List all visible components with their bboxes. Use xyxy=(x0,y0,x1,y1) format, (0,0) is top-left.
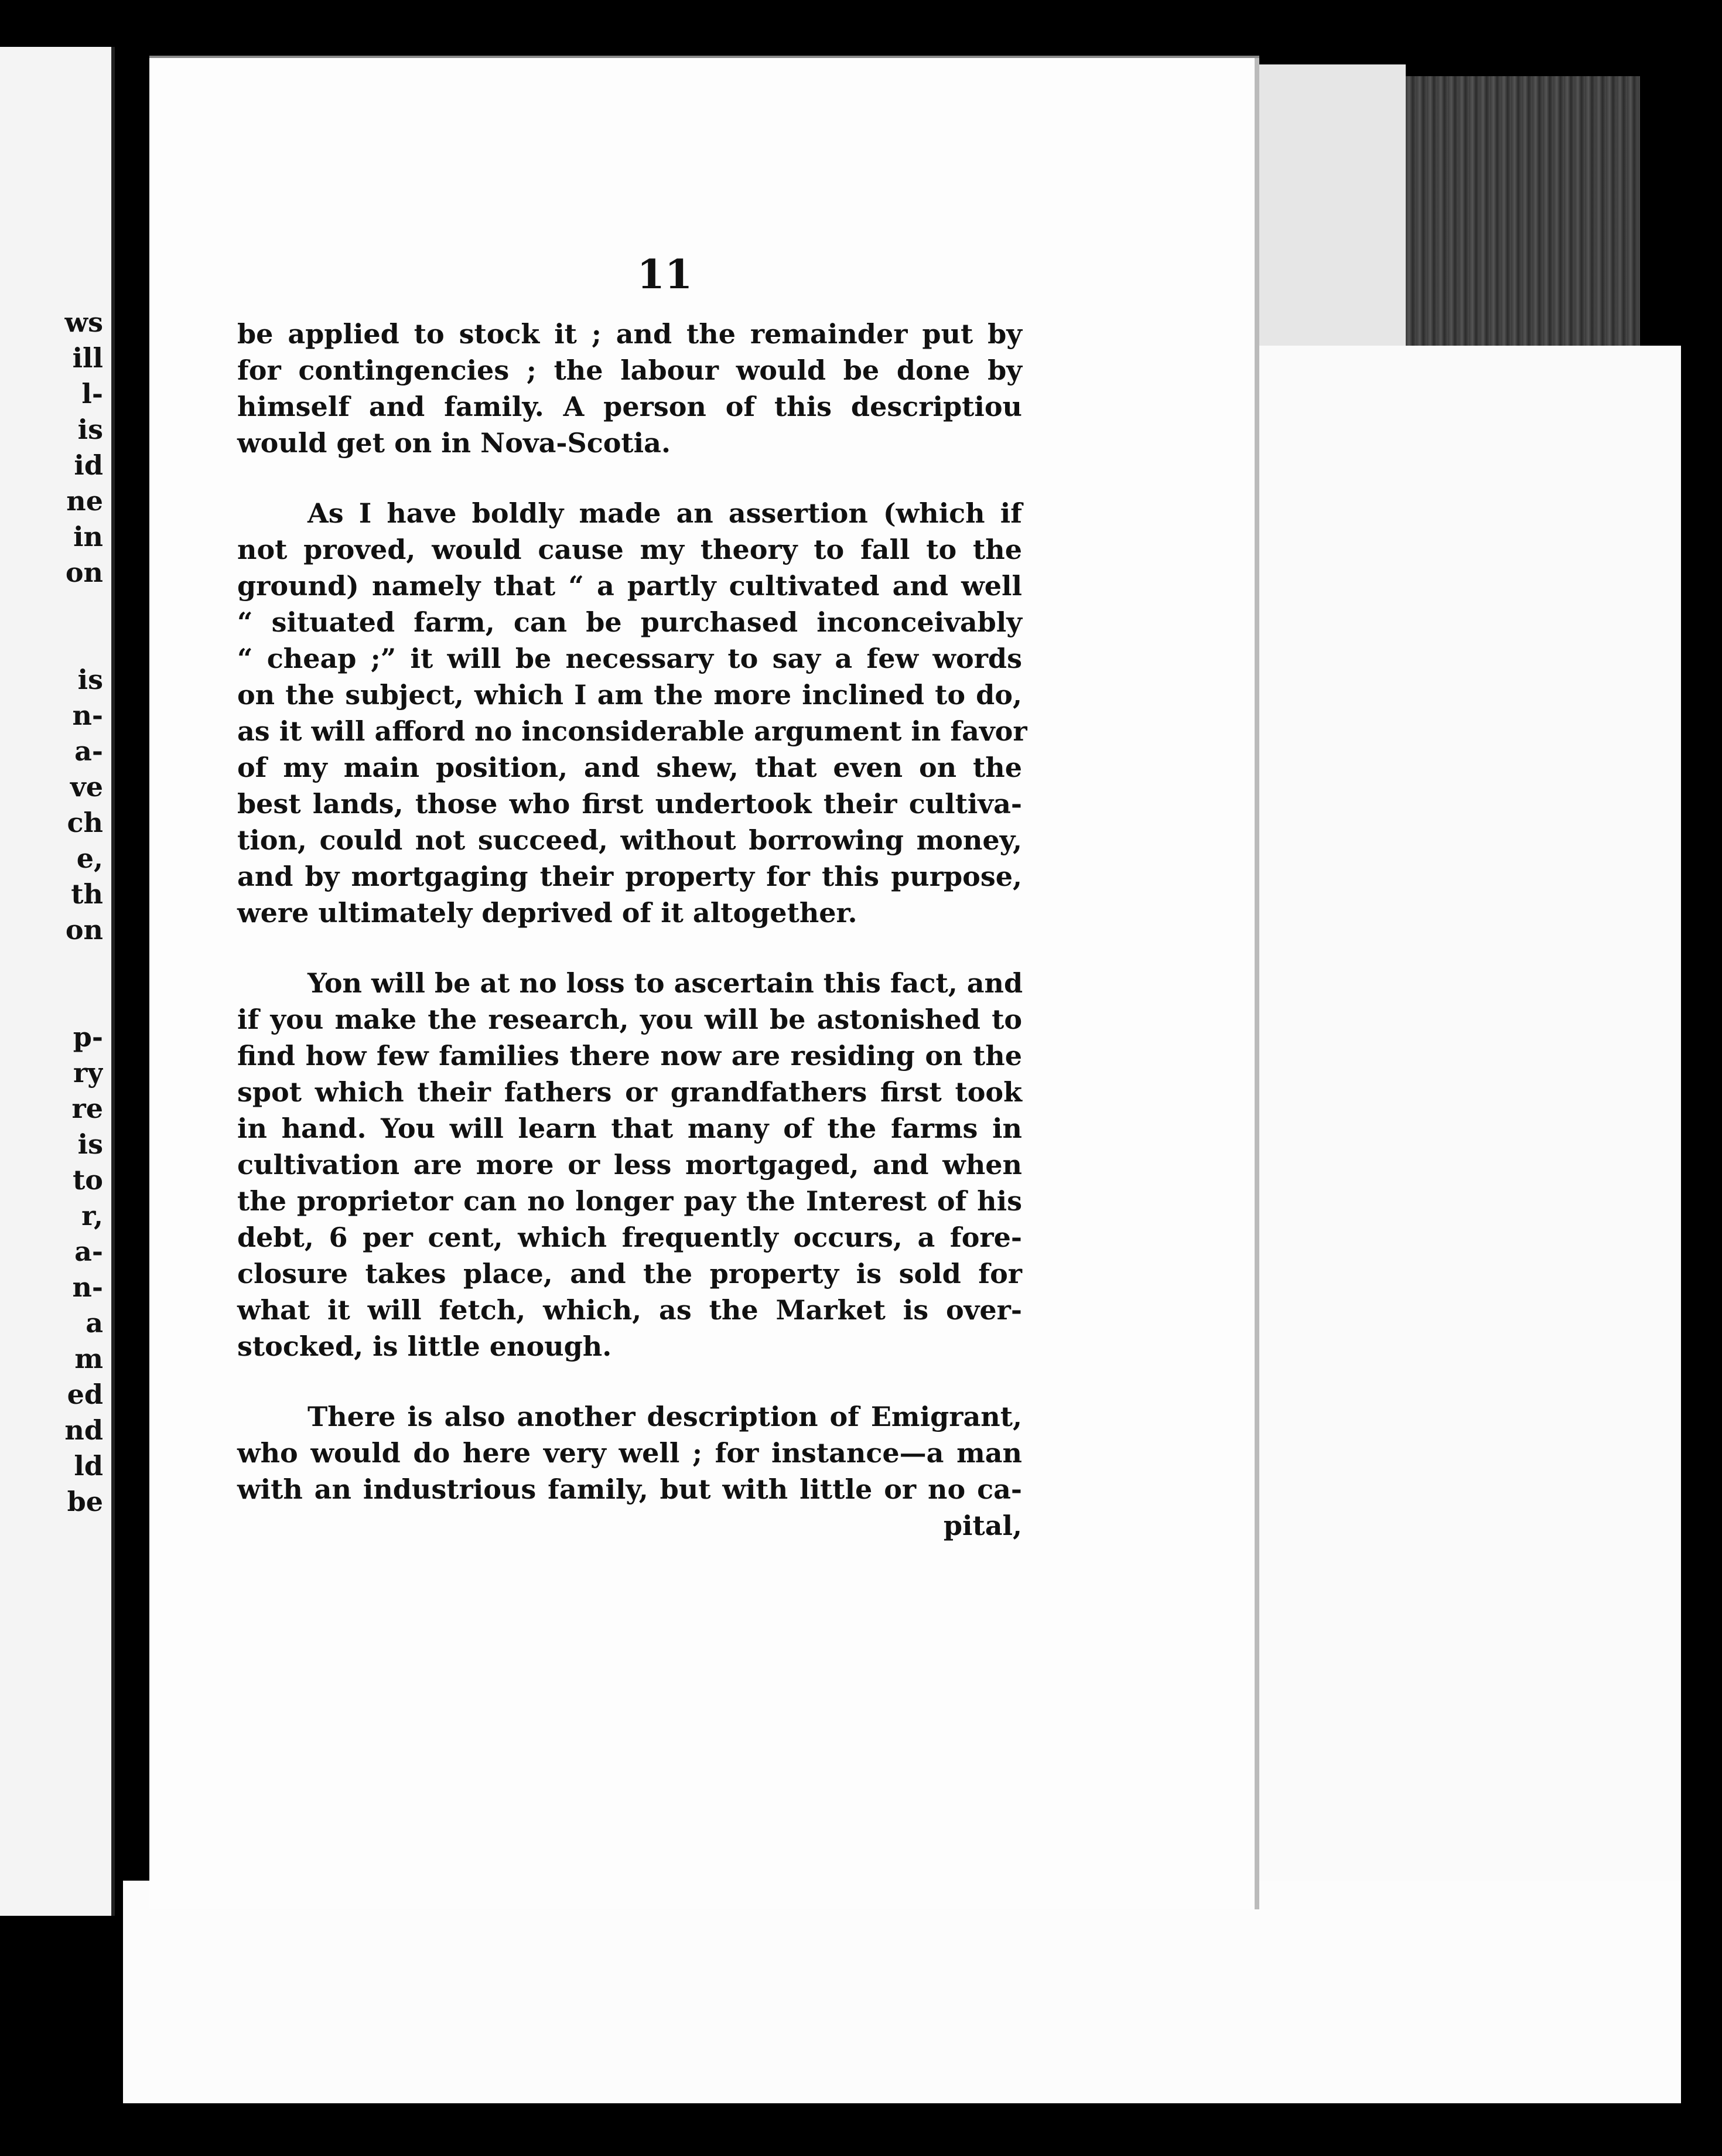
left-page-fragment: n- xyxy=(72,700,103,731)
left-page-fragment: ve xyxy=(70,771,103,803)
left-page-fragments xyxy=(9,305,103,1520)
text-line: himself and family. A person of this descriptiou xyxy=(237,391,1022,422)
text-line: for contingencies ; the labour would be done by xyxy=(237,354,1022,386)
left-page-fragment: p- xyxy=(73,1021,103,1053)
paragraph-gap xyxy=(237,461,1022,495)
paragraph-gap xyxy=(237,931,1022,965)
page-number: 11 xyxy=(637,251,693,298)
left-page-fragment: is xyxy=(77,664,103,695)
left-page-fragment: ch xyxy=(67,807,103,838)
bottom-backing-board xyxy=(123,1881,1681,2103)
text-line: stocked, is little enough. xyxy=(237,1331,612,1362)
left-page-fragment: in xyxy=(73,521,103,552)
text-line: if you make the research, you will be astonished to xyxy=(237,1004,1022,1035)
left-page-fragment: ed xyxy=(67,1379,103,1410)
text-line: what it will fetch, which, as the Market is over- xyxy=(237,1294,1022,1326)
left-page-fragment: th xyxy=(71,878,103,910)
text-line: on the subject, which I am the more inclined to do, xyxy=(237,679,1022,711)
left-page-fragment: ws xyxy=(64,306,103,338)
catchword: pital, xyxy=(943,1510,1022,1541)
text-line: As I have boldly made an assertion (which if xyxy=(308,497,1022,529)
left-page-fragment: is xyxy=(77,414,103,445)
text-line: not proved, would cause my theory to fall to the xyxy=(237,534,1022,565)
book-spine xyxy=(1406,76,1640,357)
paragraph xyxy=(237,965,1022,1364)
text-line: of my main position, and shew, that even on the xyxy=(237,752,1022,783)
text-line: ground) namely that “ a partly cultivated and well xyxy=(237,570,1022,602)
left-page-fragment: nd xyxy=(64,1414,103,1446)
paragraph xyxy=(237,495,1027,931)
text-line: closure takes place, and the property is sold for xyxy=(237,1258,1022,1289)
left-page-fragment xyxy=(9,948,103,984)
text-line: as it will afford no inconsiderable argument in favor xyxy=(237,715,1027,747)
left-page-fragment: ill xyxy=(72,342,103,374)
text-line: find how few families there now are residing on the xyxy=(237,1040,1022,1072)
left-page-fragment: m xyxy=(74,1343,103,1374)
left-page-fragment: a xyxy=(86,1307,103,1339)
backing-board xyxy=(1242,346,1681,1904)
text-line: spot which their fathers or grandfathers first took xyxy=(237,1076,1022,1108)
left-page-fragment: on xyxy=(65,557,103,588)
left-page-fragment: on xyxy=(65,914,103,946)
left-facing-page xyxy=(0,47,115,1916)
left-page-fragment xyxy=(9,626,103,662)
text-line: the proprietor can no longer pay the Interest of his xyxy=(237,1185,1022,1217)
paragraph xyxy=(237,1398,1022,1507)
text-line: best lands, those who first undertook their cultiva- xyxy=(237,788,1022,820)
text-line: tion, could not succeed, without borrowing money, xyxy=(237,824,1022,856)
left-page-fragment: l- xyxy=(81,378,103,410)
text-line: and by mortgaging their property for this purpose, xyxy=(237,861,1022,892)
left-page-fragment: a- xyxy=(74,1236,103,1267)
left-page-fragment: id xyxy=(74,449,103,481)
text-line: “ cheap ;” it will be necessary to say a few words xyxy=(237,643,1022,674)
text-line: “ situated farm, can be purchased inconceivably xyxy=(237,606,1022,638)
left-page-fragment: ne xyxy=(66,485,103,517)
left-page-fragment xyxy=(9,984,103,1019)
left-page-fragment: e, xyxy=(76,842,103,874)
left-page-fragment xyxy=(9,591,103,626)
text-line: were ultimately deprived of it altogether. xyxy=(237,897,857,929)
paragraph-gap xyxy=(237,1364,1022,1398)
book-page xyxy=(149,56,1259,1909)
left-page-fragment: be xyxy=(67,1486,103,1517)
left-page-fragment: to xyxy=(73,1164,103,1196)
page-body-text xyxy=(237,316,1027,1544)
left-page-fragment: re xyxy=(71,1093,103,1124)
text-line: who would do here very well ; for instance—a man xyxy=(237,1437,1022,1469)
left-page-fragment: r, xyxy=(81,1200,103,1231)
text-line: be applied to stock it ; and the remainder put by xyxy=(237,318,1022,350)
left-page-fragment: n- xyxy=(72,1271,103,1303)
text-line: Yon will be at no loss to ascertain this fact, and xyxy=(308,967,1023,999)
left-page-fragment: ry xyxy=(73,1057,103,1089)
text-line: would get on in Nova-Scotia. xyxy=(237,427,671,459)
text-line: with an industrious family, but with little or no ca- xyxy=(237,1473,1022,1505)
text-line: cultivation are more or less mortgaged, and when xyxy=(237,1149,1022,1181)
left-page-fragment: is xyxy=(77,1128,103,1160)
left-page-fragment: a- xyxy=(74,735,103,767)
text-line: debt, 6 per cent, which frequently occurs, a fore- xyxy=(237,1222,1022,1253)
text-line: There is also another description of Emigrant, xyxy=(308,1401,1022,1432)
paragraph xyxy=(237,316,1022,461)
text-line: in hand. You will learn that many of the farms in xyxy=(237,1113,1022,1144)
left-page-fragment: ld xyxy=(74,1450,103,1482)
